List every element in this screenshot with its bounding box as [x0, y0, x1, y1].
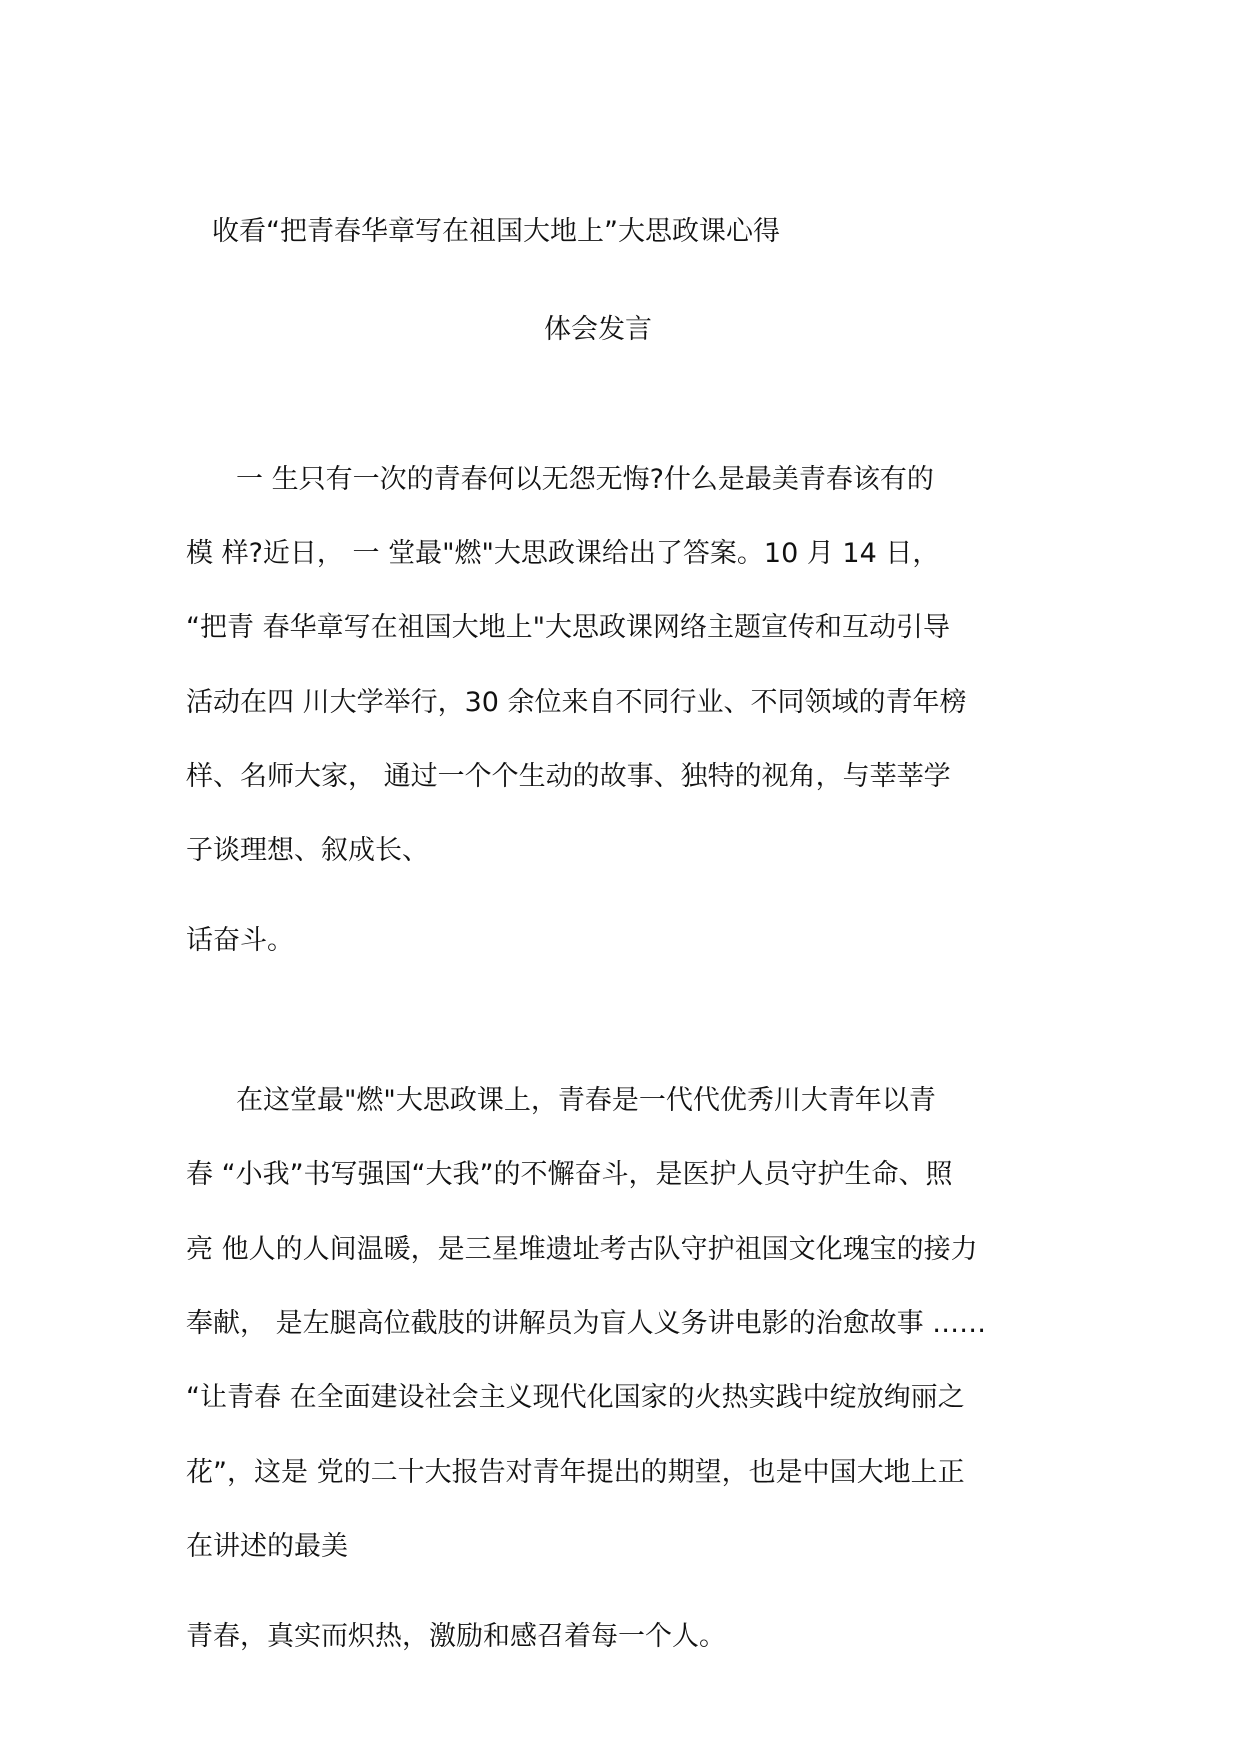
paragraph-2-line-7: 在讲述的最美 [186, 1531, 348, 1562]
paragraph-1-line-6: 子谈理想、叙成长、 [186, 835, 429, 866]
paragraph-1-line-4: 活动在四 川大学举行，30 余位来自不同行业、不同领域的青年榜 [186, 687, 967, 718]
document-title-line-2: 体会发言 [544, 314, 652, 345]
paragraph-2-line-1: 在这堂最"燃"大思政课上，青春是一代代优秀川大青年以青 [236, 1085, 936, 1116]
paragraph-2-line-3: 亮 他人的人间温暖，是三星堆遗址考古队守护祖国文化瑰宝的接力 [186, 1234, 978, 1265]
paragraph-2-line-4: 奉献， 是左腿高位截肢的讲解员为盲人义务讲电影的治愈故事 …… [186, 1308, 987, 1339]
paragraph-2-line-8: 青春，真实而炽热，激励和感召着每一个人。 [186, 1621, 726, 1652]
paragraph-2-line-5: “让青春 在全面建设社会主义现代化国家的火热实践中绽放绚丽之 [186, 1382, 965, 1413]
paragraph-2-line-2: 春 “小我”书写强国“大我”的不懈奋斗，是医护人员守护生命、照 [186, 1159, 953, 1190]
paragraph-1-line-1: 一 生只有一次的青春何以无怨无悔?什么是最美青春该有的 [236, 464, 934, 495]
paragraph-1-line-2: 模 样?近日， 一 堂最"燃"大思政课给出了答案。10 月 14 日， [186, 538, 940, 569]
document-title-line-1: 收看“把青春华章写在祖国大地上”大思政课心得 [212, 216, 780, 247]
paragraph-2-line-6: 花”，这是 党的二十大报告对青年提出的期望，也是中国大地上正 [186, 1457, 965, 1488]
paragraph-1-line-5: 样、名师大家， 通过一个个生动的故事、独特的视角，与莘莘学 [186, 761, 951, 792]
paragraph-1-line-7: 话奋斗。 [186, 925, 294, 956]
paragraph-1-line-3: “把青 春华章写在祖国大地上"大思政课网络主题宣传和互动引导 [186, 612, 950, 643]
